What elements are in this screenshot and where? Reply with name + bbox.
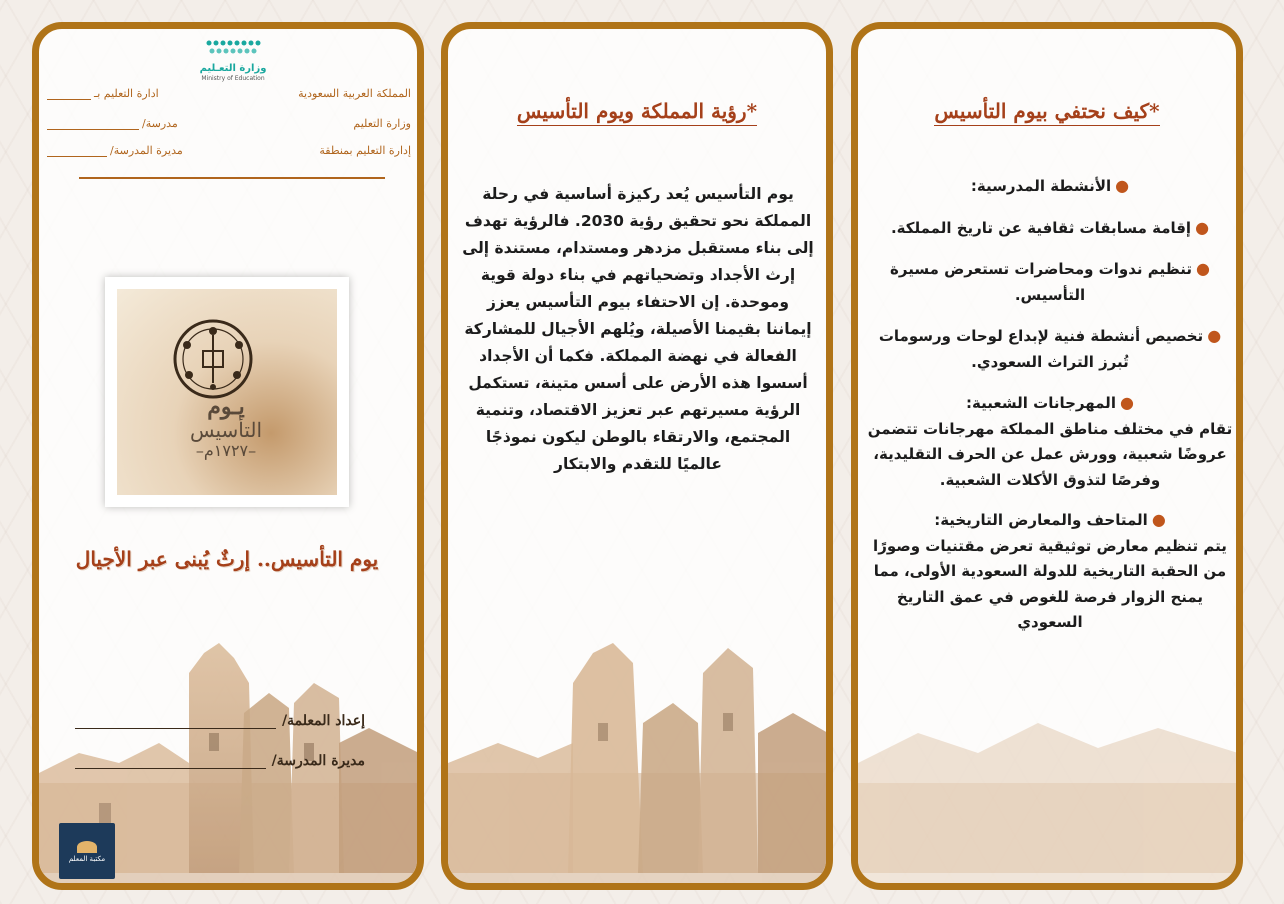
teacher-signature (75, 713, 365, 729)
teacher-library-logo (59, 823, 115, 879)
school-label: مدرسة/ (142, 117, 178, 130)
list-item: ●المتاحف والمعارض التاريخية: يتم تنظيم معارض توثيقية تعرض مقتنيات وصورًا من الحقبة التاريخية للدولة السعودية الأولى، مما يمنح الزوار فرصة للغوص في عمق التاريخ السعودي (862, 507, 1238, 636)
header-row-1 (47, 87, 411, 100)
ministry-name-en: Ministry of Education (201, 75, 265, 82)
library-logo-text: مكتبة المعلم (68, 855, 106, 863)
founding-day-emblem-icon (117, 289, 337, 495)
list-item: ●تخصيص أنشطة فنية لإبداع لوحات ورسومات تُبرز التراث السعودي. (878, 326, 1222, 371)
list-item: ●المهرجانات الشعبية: تقام في مختلف مناطق المملكة مهرجانات تتضمن عروضًا شعبية، وورش عمل عن الحرف التقليدية، وفرصًا لتذوق الأكلات الشعبية. (862, 390, 1238, 493)
photo-caption (161, 395, 291, 461)
principal-blank (47, 156, 107, 157)
celebration-panel (851, 22, 1243, 890)
list-item-detail: تقام في مختلف مناطق المملكة مهرجانات تتضمن عروضًا شعبية، وورش عمل عن الحرف التقليدية، وفرصًا لتذوق الأكلات الشعبية. (867, 419, 1233, 489)
list-item: ●إقامة مسابقات ثقافية عن تاريخ المملكة. (890, 217, 1210, 237)
header-row-3 (47, 144, 411, 157)
ruins-illustration (448, 613, 828, 883)
bullet-icon: ● (1119, 393, 1134, 412)
library-emblem-icon (77, 841, 97, 853)
vision-body-text: يوم التأسيس يُعد ركيزة أساسية في رحلة المملكة نحو تحقيق رؤية 2030. فالرؤية تهدف إلى بناء مستقبل مزدهر ومستدام، مستندة إلى إرث الأجداد وتضحياتهم في بناء دولة قوية وموحدة. إن الاحتفاء بيوم التأسيس يعزز إيماننا بقيمنا الأصيلة، ويُلهم الأجيال للمشاركة الفعالة في نهضة المملكة. فكما أن الأجداد أسسوا هذه الأرض على أسس متينة، تستكمل الرؤية مسيرتهم عبر تعزيز الاقتصاد، وتنمية المجتمع، والارتقاء بالوطن ليكون نموذجًا عالميًا للتقدم والابتكار (462, 185, 814, 473)
ministry-logo-icon (203, 37, 263, 59)
kingdom-label: المملكة العربية السعودية (298, 87, 411, 100)
school-field (47, 117, 178, 130)
list-item-detail: يتم تنظيم معارض توثيقية تعرض مقتنيات وصورًا من الحقبة التاريخية للدولة السعودية الأولى، مما يمنح الزوار فرصة للغوص في عمق التاريخ السعودي (873, 536, 1227, 631)
principal-field (47, 144, 183, 157)
photo-caption-line3: –١٧٢٧م– (195, 441, 257, 460)
celebration-title: *كيف نحتفي بيوم التأسيس (858, 99, 1236, 123)
ministry-logo (185, 37, 281, 83)
admin-blank (47, 99, 91, 100)
bullet-icon: ● (1207, 326, 1222, 345)
bullet-icon: ● (1195, 259, 1210, 278)
photo-caption-line1: يـوم (207, 394, 245, 420)
header-divider (79, 177, 385, 179)
principal-sig-label: مديرة المدرسة/ (271, 753, 365, 769)
admin-label: ادارة التعليم بـ (94, 87, 159, 100)
photo-caption-line2: التأسيس (189, 418, 263, 442)
cover-slogan: يوم التأسيس.. إرثٌ يُبنى عبر الأجيال (75, 547, 379, 571)
bullet-icon: ● (1115, 176, 1130, 195)
list-item: ●تنظيم ندوات ومحاضرات تستعرض مسيرة التأسيس. (890, 259, 1210, 304)
school-blank (47, 129, 139, 130)
principal-signature (75, 753, 365, 769)
ministry-name-ar: وزارة التعـليم (199, 63, 267, 74)
admin-field (47, 87, 159, 100)
teacher-blank (75, 713, 276, 729)
header-row-2 (47, 117, 411, 130)
vision-panel (441, 22, 833, 890)
bullet-icon: ● (1195, 217, 1210, 237)
region-label: إدارة التعليم بمنطقة (319, 144, 411, 157)
ruins-illustration (858, 613, 1238, 883)
celebration-list (862, 173, 1238, 651)
vision-title: *رؤية المملكة ويوم التأسيس (448, 99, 826, 123)
founding-day-photo (105, 277, 349, 507)
cover-panel (32, 22, 424, 890)
bullet-icon: ● (1151, 510, 1166, 529)
principal-sig-blank (75, 753, 266, 769)
list-item: ●الأنشطة المدرسية: (970, 176, 1130, 195)
ministry-label: وزارة التعليم (353, 117, 411, 130)
teacher-label: إعداد المعلمة/ (282, 713, 365, 729)
principal-label: مديرة المدرسة/ (110, 144, 183, 157)
